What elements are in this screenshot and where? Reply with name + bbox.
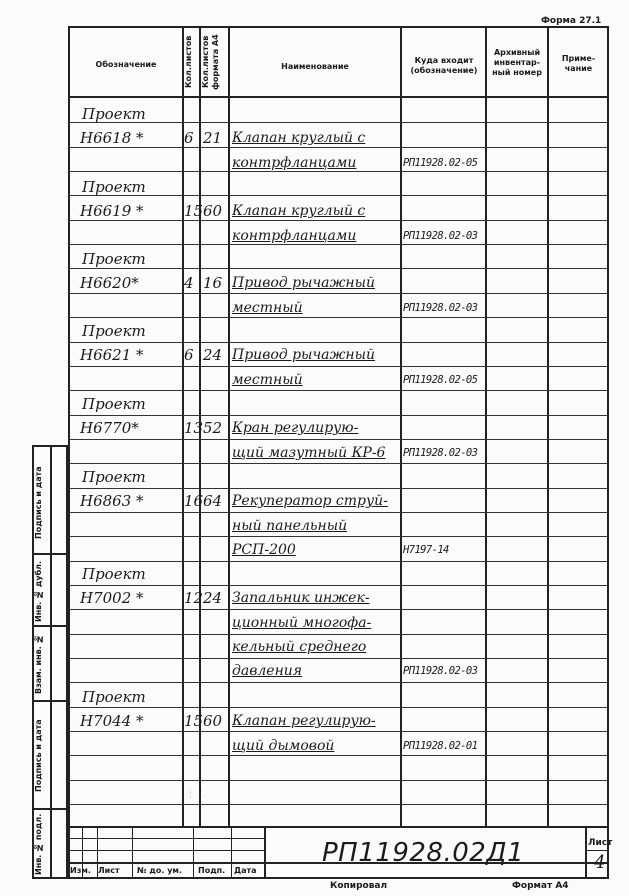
row-line (68, 731, 609, 732)
row-name-line: Рекуператор струй- (232, 493, 388, 510)
row-line (68, 682, 609, 683)
row-name-line: РСП-200 (232, 542, 296, 559)
row-a4: 24 (203, 589, 223, 608)
row-a4: 52 (203, 419, 223, 438)
header-archive-no: Архивный инвентар-ный номер (492, 48, 542, 77)
title-sheet-label: Лист (588, 838, 613, 848)
row-line (68, 293, 609, 294)
row-line (68, 415, 609, 416)
row-line (68, 463, 609, 464)
footer-format: Формат А4 (512, 881, 569, 891)
row-project-label: Проект (82, 468, 146, 486)
row-code: Н6619 * (80, 202, 144, 221)
row-where-used: РП11928.02-03 (403, 665, 478, 678)
row-a4: 21 (203, 129, 223, 148)
row-name-line: местный (232, 371, 303, 388)
row-project-label: Проект (82, 565, 146, 583)
row-name-line: Кран регулирую- (232, 420, 359, 437)
row-where-used: РП11928.02-03 (403, 229, 478, 242)
row-name-line: контрфланцами (232, 154, 357, 171)
header-where-used: Куда входит (обозначение) (410, 56, 478, 75)
row-line (68, 609, 609, 610)
row-sheets: 12 (184, 589, 204, 608)
title-col-sheet: Лист (98, 866, 120, 875)
row-code: Н6863 * (80, 492, 144, 511)
header-sheets-count: Кол.листов (184, 35, 193, 89)
title-col-change: Изм. (70, 866, 91, 875)
row-project-label: Проект (82, 178, 146, 196)
row-line (68, 195, 609, 196)
row-name-line: ционный многофа- (232, 614, 372, 631)
row-line (68, 366, 609, 367)
row-line (68, 585, 609, 586)
row-project-label: Проект (82, 688, 146, 706)
row-code: Н7002 * (80, 589, 144, 608)
row-line (68, 707, 609, 708)
row-name-line: местный (232, 299, 303, 316)
row-line (68, 780, 609, 781)
side-original-inv: Инв. № подл. (34, 813, 43, 875)
row-code: Н6621 * (80, 346, 144, 365)
row-sheets: 4 (184, 274, 194, 293)
row-sheets: 15 (184, 712, 204, 731)
row-where-used: РП11928.02-01 (403, 739, 478, 752)
row-sheets: 13 (184, 419, 204, 438)
row-project-label: Проект (82, 395, 146, 413)
row-project-label: Проект (82, 250, 146, 268)
title-sheet-number: 4 (594, 852, 606, 873)
row-project-label: Проект (82, 105, 146, 123)
row-name-line: Клапан круглый с (232, 203, 366, 220)
row-line (68, 755, 609, 756)
title-col-doc: № до. ум. (137, 866, 182, 875)
title-designation: РП11928.02Д1 (322, 838, 525, 868)
row-line (68, 804, 609, 805)
header-note: Приме-чание (561, 54, 596, 73)
side-duplicate-inv: Инв. № дубл. (34, 560, 43, 622)
row-name-line: давления (232, 663, 303, 680)
row-line (68, 512, 609, 513)
side-replaces-inv: Взам. инв. № (34, 634, 43, 694)
row-a4: 64 (203, 492, 223, 511)
row-sheets: 15 (184, 202, 204, 221)
row-name-line: щий мазутный КР-6 (232, 444, 386, 461)
row-name-line: Привод рычажный (232, 347, 376, 364)
header-a4-sheets-count: Кол.листов формата А4 (201, 34, 220, 90)
row-sheets: 16 (184, 492, 204, 511)
side-signature-date-2: Подпись и дата (34, 719, 43, 793)
row-name-line: кельный среднего (232, 639, 367, 656)
row-code: Н6620* (80, 274, 139, 293)
row-line (68, 536, 609, 537)
row-line (68, 317, 609, 318)
row-name-line: Привод рычажный (232, 275, 376, 292)
row-line (68, 488, 609, 489)
row-line (68, 122, 609, 123)
row-line (68, 439, 609, 440)
row-a4: 60 (203, 202, 223, 221)
row-line (68, 561, 609, 562)
row-name-line: щий дымовой (232, 737, 335, 754)
row-sheets: 6 (184, 346, 194, 365)
row-name-line: Клапан круглый с (232, 130, 366, 147)
row-project-label: Проект (82, 322, 146, 340)
row-a4: 24 (203, 346, 223, 365)
header-name: Наименование (281, 62, 349, 71)
row-name-line: ный панельный (232, 517, 348, 534)
row-name-line: Клапан регулирую- (232, 713, 376, 730)
side-signature-date-1: Подпись и дата (34, 466, 43, 539)
footer-copied: Копировал (330, 881, 388, 891)
row-name-line: Запальник инжек- (232, 590, 370, 607)
row-a4: 60 (203, 712, 223, 731)
row-code: Н7044 * (80, 712, 144, 731)
row-line (68, 268, 609, 269)
row-line (68, 390, 609, 391)
row-line (68, 658, 609, 659)
row-where-used: Н7197-14 (403, 544, 449, 557)
row-code: Н6618 * (80, 129, 144, 148)
pencil-marks: ⋮ ⸫ (186, 789, 206, 799)
row-line (68, 342, 609, 343)
title-col-date: Дата (234, 866, 257, 875)
row-a4: 16 (203, 274, 223, 293)
form-label: Форма 27.1 (541, 16, 602, 26)
title-col-sign: Подп. (198, 866, 226, 875)
row-code: Н6770* (80, 419, 139, 438)
row-where-used: РП11928.02-03 (403, 446, 478, 459)
row-where-used: РП11928.02-05 (403, 373, 478, 386)
row-where-used: РП11928.02-05 (403, 156, 478, 169)
row-line (68, 634, 609, 635)
row-where-used: РП11928.02-03 (403, 301, 478, 314)
header-designation: Обозначение (95, 60, 157, 69)
row-sheets: 6 (184, 129, 194, 148)
row-name-line: контрфланцами (232, 227, 357, 244)
